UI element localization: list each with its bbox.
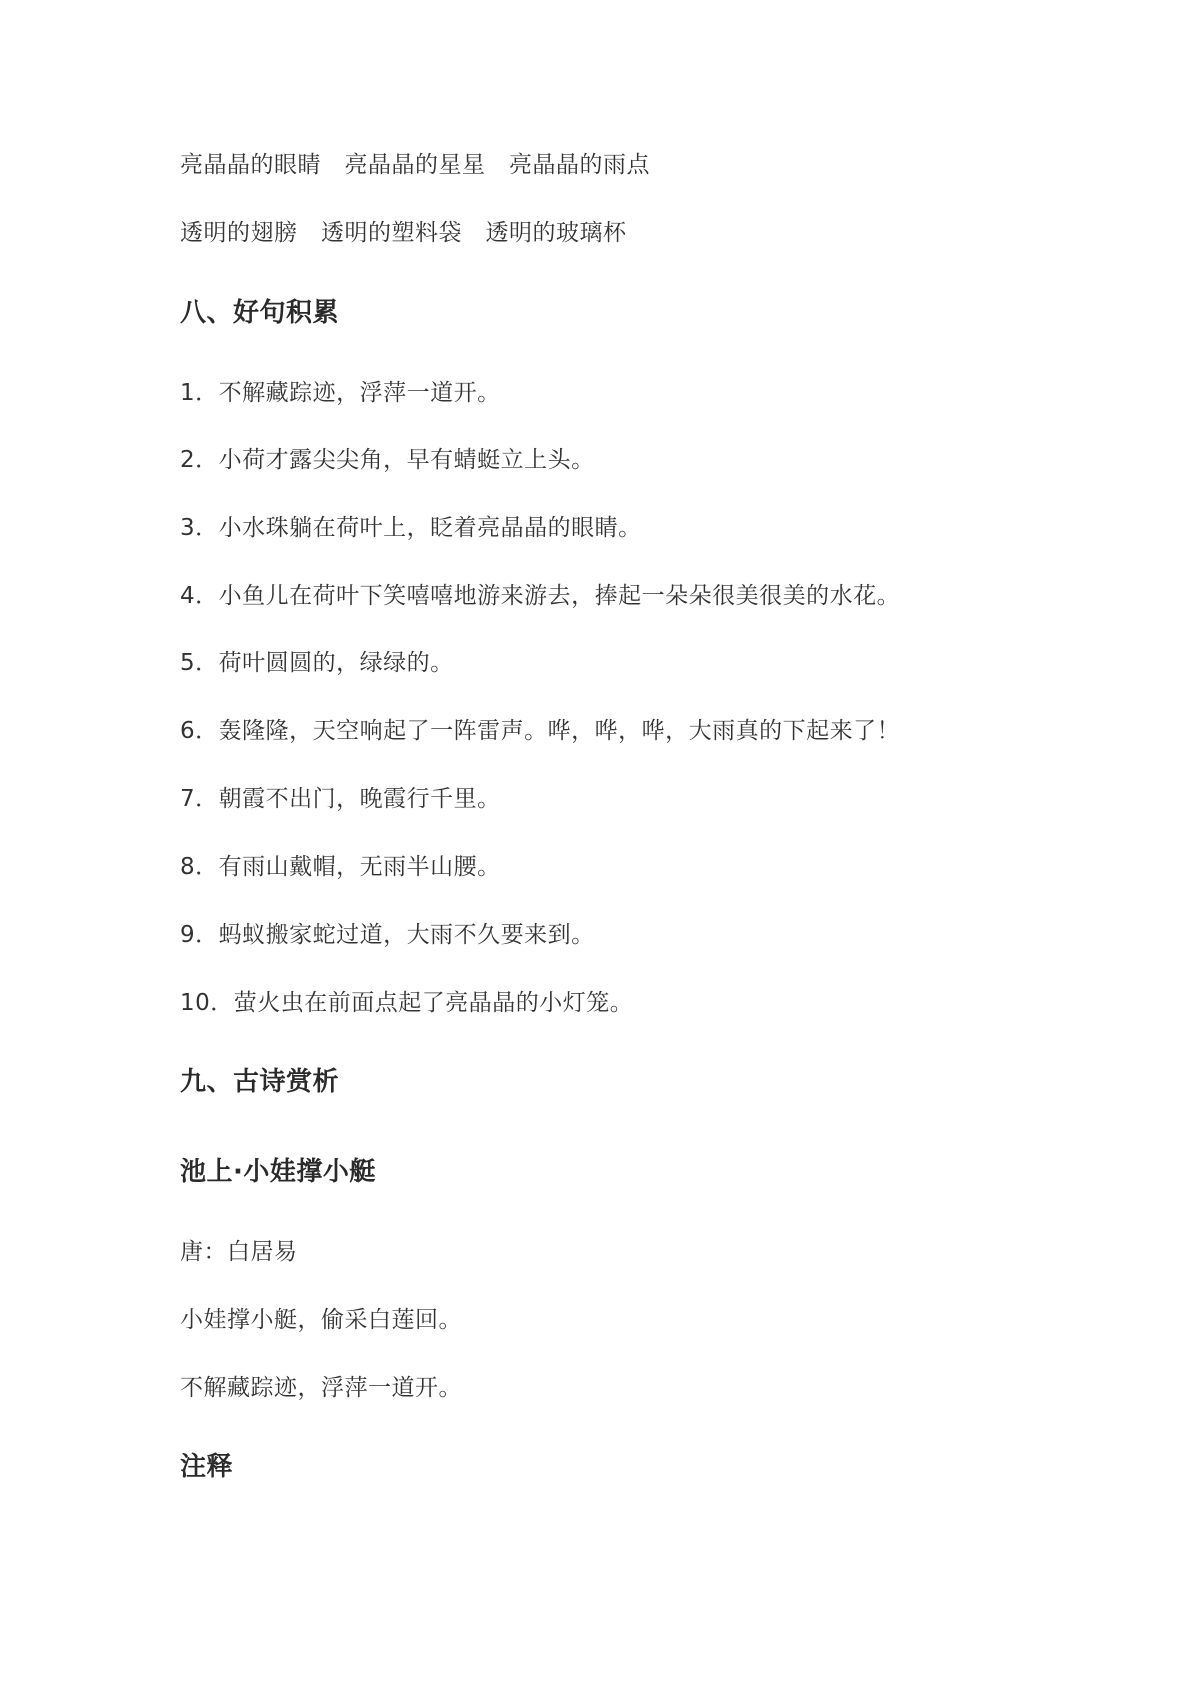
poem-line: 小娃撑小艇，偷采白莲回。 <box>180 1307 462 1333</box>
sentence-item: 7．朝霞不出门，晚霞行千里。 <box>180 786 501 812</box>
sentence-item: 6．轰隆隆，天空响起了一阵雷声。哗，哗，哗，大雨真的下起来了！ <box>180 718 901 744</box>
poem-author: 唐：白居易 <box>180 1239 298 1265</box>
phrase-row-2: 透明的翅膀 透明的塑料袋 透明的玻璃杯 <box>180 220 627 246</box>
sentence-item: 4．小鱼儿在荷叶下笑嘻嘻地游来游去，捧起一朵朵很美很美的水花。 <box>180 583 901 609</box>
notes-heading: 注释 <box>180 1452 234 1482</box>
phrase-row-1: 亮晶晶的眼睛 亮晶晶的星星 亮晶晶的雨点 <box>180 152 650 178</box>
sentence-item: 2．小荷才露尖尖角，早有蜻蜓立上头。 <box>180 447 595 473</box>
section-9-heading: 九、古诗赏析 <box>180 1067 340 1097</box>
sentence-item: 9．蚂蚁搬家蛇过道，大雨不久要来到。 <box>180 922 595 948</box>
section-8-heading: 八、好句积累 <box>180 298 340 328</box>
sentence-item: 10．萤火虫在前面点起了亮晶晶的小灯笼。 <box>180 990 634 1016</box>
sentence-item: 3．小水珠躺在荷叶上，眨着亮晶晶的眼睛。 <box>180 515 642 541</box>
poem-line: 不解藏踪迹，浮萍一道开。 <box>180 1375 462 1401</box>
sentence-item: 5．荷叶圆圆的，绿绿的。 <box>180 650 454 676</box>
sentence-item: 8．有雨山戴帽，无雨半山腰。 <box>180 854 501 880</box>
sentence-item: 1．不解藏踪迹，浮萍一道开。 <box>180 380 501 406</box>
poem-title: 池上·小娃撑小艇 <box>180 1157 376 1187</box>
